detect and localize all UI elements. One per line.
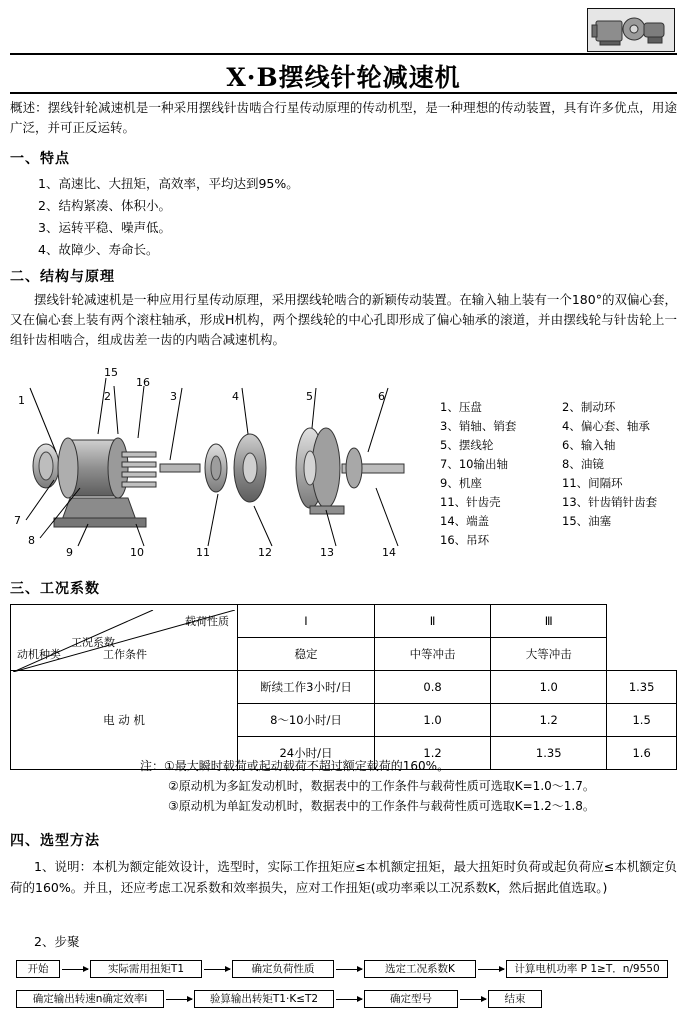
callout-3: 3 (170, 390, 177, 403)
table-cell-r2c3: 1.5 (607, 704, 677, 737)
section-2-paragraph: 摆线针轮减速机是一种应用行星传动原理，采用摆线轮啮合的新颖传动装置。在输入轴上装有一个180°的双偏心套，又在偏心套上装有两个滚柱轴承，形成H机构，两个摆线轮的中心孔即形成了偏心轴承的滚道，并由摆线轮与针齿轮上一组针齿相啮合，组成齿差一齿的内啮合减速机构。 (10, 292, 677, 347)
callout-16: 16 (136, 376, 150, 389)
callout-10: 10 (130, 546, 144, 559)
legend-item-6: 6、输入轴 (562, 438, 616, 452)
section-2-heading: 二、结构与原理 (10, 269, 115, 285)
feature-item-1: 1、高速比、大扭矩，高效率，平均达到95%。 (38, 176, 299, 191)
flow-arrow-1 (62, 969, 88, 970)
title-rule-top (10, 53, 677, 55)
legend-row (440, 398, 680, 417)
product-logo (587, 8, 675, 52)
intro-text: 摆线针轮减速机是一种采用摆线针齿啮合行星传动原理的传动机型，是一种理想的传动装置，具有许多优点，用途广泛，并可正反运转。 (10, 100, 677, 135)
table-corner-label-motor: 动机种类 (17, 648, 61, 661)
callout-15: 15 (104, 366, 118, 379)
flow-node-power: 计算电机功率 P 1≥T．n/9550 (506, 960, 668, 978)
section-4-heading: 四、选型方法 (10, 833, 100, 849)
table-condition-1: 断续工作3小时/日 (238, 671, 375, 704)
callout-12: 12 (258, 546, 272, 559)
flow-arrow-2 (204, 969, 230, 970)
legend-item-11: 11、针齿壳 (440, 495, 501, 509)
flow-arrow-6 (336, 999, 362, 1000)
table-col-head-1: Ⅰ (238, 605, 375, 638)
page-title: X·B摆线针轮减速机 (226, 63, 461, 92)
table-col-sub-1: 稳定 (238, 638, 375, 671)
callout-7: 7 (14, 514, 21, 527)
legend-item-blank (562, 531, 680, 550)
legend-item-8: 8、油镜 (562, 457, 604, 471)
legend-item-14: 14、端盖 (440, 514, 490, 528)
section-3-heading: 三、工况系数 (10, 581, 100, 597)
flow-node-factor: 选定工况系数K (364, 960, 476, 978)
flow-node-end: 结束 (488, 990, 542, 1008)
legend-item-13: 13、针齿销针齿套 (562, 495, 658, 509)
table-cell-r3c2: 1.35 (491, 737, 607, 770)
table-corner-label-load: 载荷性质 (185, 615, 229, 628)
intro-paragraph (10, 98, 677, 138)
section-4-steps-label: 2、步聚 (34, 934, 80, 949)
callout-1: 1 (18, 394, 25, 407)
callout-13: 13 (320, 546, 334, 559)
diagram-legend (440, 398, 680, 550)
callout-11: 11 (196, 546, 210, 559)
table-col-head-3: Ⅲ (491, 605, 607, 638)
note-3: ③原动机为单缸发动机时，数据表中的工作条件与载荷性质可选取K=1.2～1.8。 (168, 799, 595, 813)
flow-node-model: 确定型号 (364, 990, 458, 1008)
table-notes (10, 756, 677, 816)
table-col-head-2: Ⅱ (375, 605, 491, 638)
legend-item-11b: 11、间隔环 (562, 476, 623, 490)
legend-item-2: 2、制动环 (562, 400, 616, 414)
table-condition-2: 8～10小时/日 (238, 704, 375, 737)
legend-row (440, 417, 680, 436)
flow-node-load-type: 确定负荷性质 (232, 960, 334, 978)
table-corner-cell (11, 605, 238, 671)
legend-row (440, 474, 680, 493)
flow-node-start: 开始 (16, 960, 60, 978)
table-cell-r2c1: 1.0 (375, 704, 491, 737)
flow-node-torque: 实际需用扭矩T1 (90, 960, 202, 978)
legend-row (440, 455, 680, 474)
legend-item-7: 7、10输出轴 (440, 457, 508, 471)
callout-14: 14 (382, 546, 396, 559)
table-cell-r1c3: 1.35 (607, 671, 677, 704)
note-1: 注：①最大瞬时载荷或起动载荷不超过额定载荷的160%。 (140, 759, 450, 773)
legend-item-1: 1、压盘 (440, 400, 482, 414)
legend-item-4: 4、偏心套、轴承 (562, 419, 650, 433)
table-row (11, 671, 677, 704)
feature-item-3: 3、运转平稳、噪声低。 (38, 220, 171, 235)
flow-arrow-5 (166, 999, 192, 1000)
title-rule-bottom (10, 92, 677, 94)
table-cell-r1c1: 0.8 (375, 671, 491, 704)
table-condition-3: 24小时/日 (238, 737, 375, 770)
section-1-heading: 一、特点 (10, 151, 70, 167)
table-cell-r3c3: 1.6 (607, 737, 677, 770)
intro-label: 概述： (10, 100, 48, 115)
flow-arrow-7 (460, 999, 486, 1000)
table-row-group-motor: 电 动 机 (11, 671, 238, 770)
legend-item-9: 9、机座 (440, 476, 482, 490)
feature-item-2: 2、结构紧凑、体积小。 (38, 198, 171, 213)
exploded-view-diagram (10, 368, 430, 558)
callout-2: 2 (104, 390, 111, 403)
legend-item-16: 16、吊环 (440, 533, 490, 547)
working-condition-table (10, 604, 677, 770)
table-cell-r2c2: 1.2 (491, 704, 607, 737)
table-cell-r3c1: 1.2 (375, 737, 491, 770)
callout-5: 5 (306, 390, 313, 403)
table-col-sub-2: 中等冲击 (375, 638, 491, 671)
table-corner-label-condition: 工作条件 (103, 648, 147, 661)
feature-item-4: 4、故障少、寿命长。 (38, 242, 159, 257)
legend-row (440, 512, 680, 531)
legend-row (440, 436, 680, 455)
legend-item-5: 5、摆线轮 (440, 438, 494, 452)
flow-node-verify: 验算输出转矩T1·K≤T2 (194, 990, 334, 1008)
legend-row (440, 493, 680, 512)
table-cell-r1c2: 1.0 (491, 671, 607, 704)
callout-6: 6 (378, 390, 385, 403)
callout-4: 4 (232, 390, 239, 403)
section-4-description: 1、说明：本机为额定能效设计，选型时，实际工作扭矩应≤本机额定扭矩，最大扭矩时负荷或起负荷应≤本机额定负荷的160%。并且，还应考虑工况系数和效率损失，应对工作扭矩(或功率乘以工况系数K，然后据此值选取。) (10, 859, 677, 895)
callout-8: 8 (28, 534, 35, 547)
callout-9: 9 (66, 546, 73, 559)
table-header-row (11, 605, 677, 638)
table-corner-label-factor: 工况系数 (71, 636, 115, 649)
selection-flowchart (10, 958, 677, 1010)
flow-node-speed-eff: 确定输出转速n确定效率i (16, 990, 164, 1008)
legend-item-3: 3、销轴、销套 (440, 419, 517, 433)
legend-row (440, 531, 680, 550)
flow-arrow-4 (478, 969, 504, 970)
note-2: ②原动机为多缸发动机时，数据表中的工作条件与载荷性质可选取K=1.0～1.7。 (168, 779, 595, 793)
flow-arrow-3 (336, 969, 362, 970)
table-col-sub-3: 大等冲击 (491, 638, 607, 671)
legend-item-15: 15、油塞 (562, 514, 612, 528)
